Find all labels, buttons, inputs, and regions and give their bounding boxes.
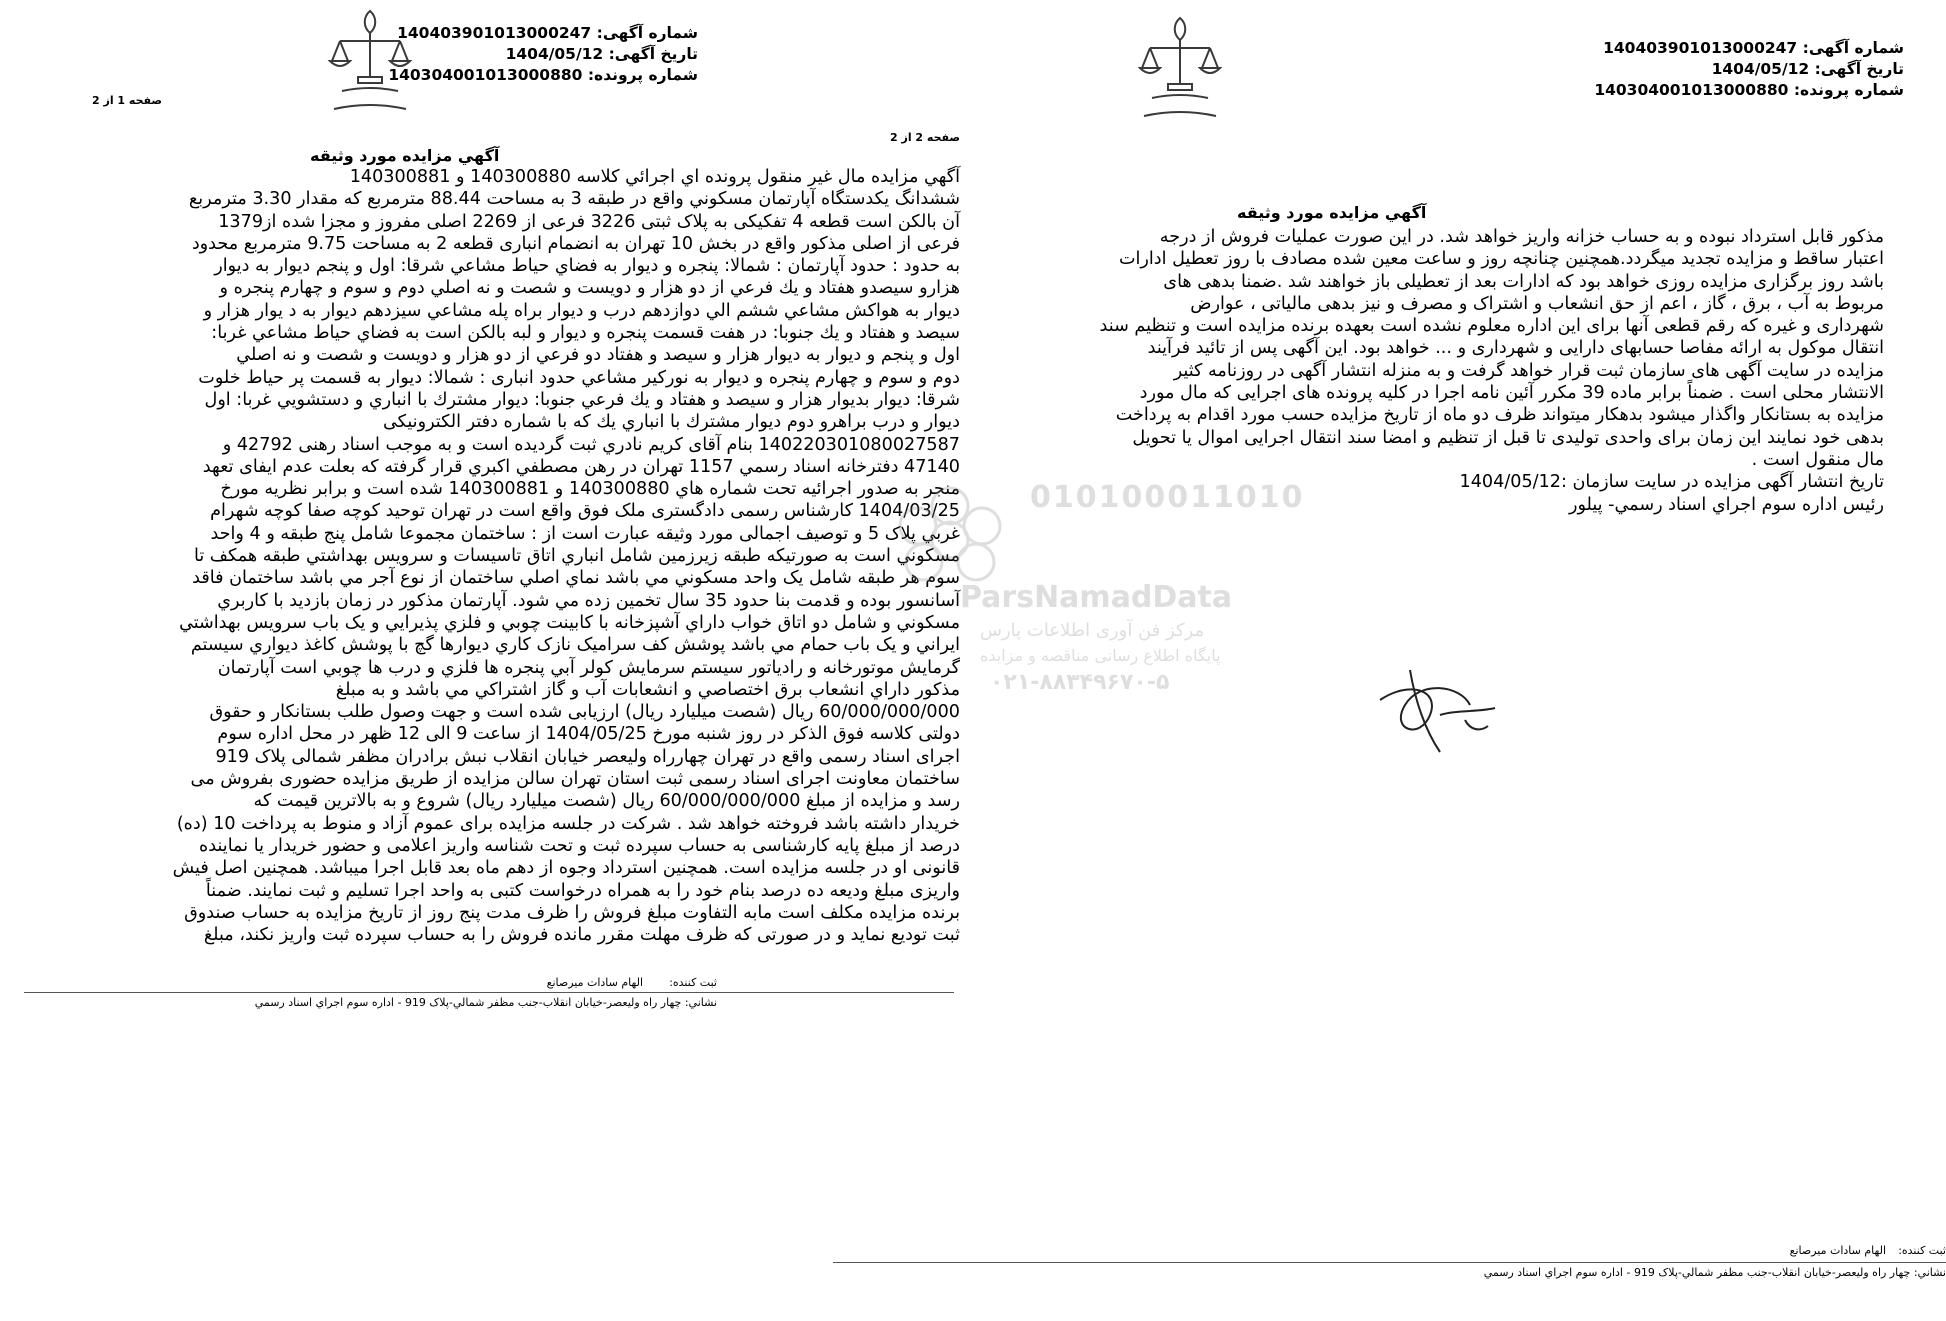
body-line: ديوار به هواكش مشاعي ششم الي دوازدهم درب و ديوار براه پله مشاعي سيزدهم ديوار به د يوار هزار و bbox=[203, 300, 960, 321]
body-line: دوم و سوم و چهارم پنجره و ديوار به نوركير مشاعي حدود انباری : شمالا: ديوار به قسمت پر حياط خلوت bbox=[198, 367, 960, 388]
body-line: گرمايش موتورخانه و رادياتور سيستم سرمايش كولر آبي پنجره ها فلزي و درب ها چوبي است آپارتمان bbox=[217, 657, 960, 678]
judiciary-emblem-icon bbox=[1130, 12, 1230, 132]
notice-body bbox=[801, 226, 1884, 516]
body-line: 60/000/000/000 ريال (شصت ميليارد ريال) ارزيابی شده است و جهت وصول طلب بستانكار و حقوق bbox=[209, 702, 960, 723]
body-line: آسانسور بوده و قدمت بنا حدود 35 سال تخمين زده مي شود. آپارتمان مذكور در زمان بازديد با كاربري bbox=[217, 590, 960, 611]
notice-date: تاریخ آگهی: 1404/05/12 bbox=[1711, 60, 1904, 78]
body-line: منجر به صدور اجرائيه تحت شماره هاي 140300880 و 140300881 شده است و برابر نظريه مورخ bbox=[220, 479, 960, 500]
left-header-meta bbox=[388, 23, 698, 86]
body-line: غربي پلاک 5 و توصيف اجمالی مورد وثيقه عبارت است از : ساختمان مجموعا شامل پنج طبقه و 4 واحد bbox=[210, 523, 960, 544]
page-number: صفحه 1 از 2 bbox=[92, 94, 163, 107]
page-title: آگهي مزايده مورد وثيقه bbox=[310, 146, 500, 165]
body-line: سيصد و هفتاد و يك جنوبا: در هفت قسمت پنجره و ديوار و لبه بالكن است به فضاي حياط مشاعي غربا: bbox=[211, 323, 960, 344]
body-line: مذكور داراي انشعاب برق اختصاصي و انشعابات آب و گاز اشتراكي مي باشد و به مبلغ bbox=[335, 679, 960, 700]
body-line: هزارو سيصدو هفتاد و يك فرعي از دو هزار و دويست و شصت و نه اصلي دوم و سوم و چهارم پنجره و bbox=[219, 278, 960, 299]
body-line: اول و پنجم و ديوار به ديوار هزار و سيصد و هفتاد دو فرعي از دو هزار و دويست و شصت و نه اصلي bbox=[236, 345, 960, 366]
body-line: شهرداری و غيره كه رقم قطعی آنها برای اين اداره معلوم نشده است بعهده برنده مزايده است و تنظيم سند bbox=[1099, 316, 1884, 337]
watermark-line2: پایگاه اطلاع رسانی مناقصه و مزایده bbox=[980, 646, 1221, 665]
body-line: به حدود : حدود آپارتمان : شمالا: پنجره و ديوار به فضاي حياط مشاعي شرقا: اول و پنجم ديوار به ديوار bbox=[214, 256, 960, 277]
registrar-name: الهام سادات ميرصانع bbox=[1789, 1244, 1886, 1257]
footer-divider bbox=[833, 1262, 1946, 1263]
registrar-label: ثبت كننده: bbox=[1898, 1244, 1946, 1257]
publish-date-line: تاريخ انتشار آگهی مزايده در سايت سازمان :1404/05/12 bbox=[1459, 472, 1884, 493]
registrar-name: الهام سادات ميرصانع bbox=[546, 976, 643, 989]
registrar-label: ثبت كننده: bbox=[669, 976, 717, 989]
body-line: سوم هر طبقه شامل يک واحد مسكوني مي باشد نماي اصلي ساختمان از نوع آجر مي باشد ساختمان فاقد bbox=[192, 568, 960, 589]
body-line: باشد روز برگزاری مزايده روزی خواهد بود كه ادارات بعد از تعطيلی باز خواهند شد .ضمنا بدهی های bbox=[1163, 271, 1884, 292]
body-line: مزايده در سايت آگهی های سازمان ثبت قرار خواهد گرفت و به منزله انتشار آگهی در روزنامه كثير bbox=[1173, 360, 1884, 381]
page-title: آگهي مزايده مورد وثيقه bbox=[1237, 203, 1427, 222]
footer-divider bbox=[24, 992, 954, 993]
page-number: صفحه 2 از 2 bbox=[890, 131, 961, 144]
body-line: شرقا: ديوار بديوار هزار و سيصد و هفتاد و يك فرعي جنوبا: ديوار مشترك با انباري و دستشويي غربا: اول bbox=[204, 389, 960, 410]
footer-address: نشاني: چهار راه وليعصر-خيابان انقلاب-جنب مظفر شمالي-پلاک 919 - اداره سوم اجراي اسناد رسمي bbox=[1483, 1266, 1946, 1279]
body-line: مزايده به بستانكار واگذار ميشود بدهكار ميتواند ظرف دو ماه از تاريخ مزايده حسب مورد اقدام به پرداخت bbox=[1115, 405, 1884, 426]
body-line: خريدار داشته باشد فروخته خواهد شد . شركت در جلسه مزايده برای عموم آزاد و منوط به پرداخت 10 (ده) bbox=[176, 813, 960, 834]
body-line: ساختمان معاونت اجرای اسناد رسمی ثبت استان تهران سالن مزايده از طريق مزايده حضوری بفروش می bbox=[190, 769, 960, 790]
body-line: مذكور قابل استرداد نبوده و به حساب خزانه واريز خواهد شد. در اين صورت عمليات فروش از درجه bbox=[1159, 227, 1884, 247]
body-line: انتقال موكول به ارائه مفاصا حسابهای دارايی و شهرداری و ... خواهد بود. اين آگهی پس از تائيد فرآيند bbox=[1147, 338, 1884, 359]
body-line: برنده مزايده مكلف است مابه التفاوت مبلغ فروش را ظرف مدت پنج روز از تاريخ مزايده به حساب صندوق bbox=[184, 902, 960, 923]
body-line: آگهي مزايده مال غير منقول پرونده اي اجرائي كلاسه 140300880 و 140300881 bbox=[349, 167, 960, 187]
body-line: مربوط به آب ، برق ، گاز ، اعم از حق انشعاب و اشتراک و مصرف و نيز بدهی مالياتی ، عوارض bbox=[1190, 293, 1884, 314]
body-line: واريزی مبلغ وديعه ده درصد بنام خود را به همراه درخواست كتبی به واحد اجرا تسليم و ثبت نمايند. ضمناً bbox=[205, 880, 960, 901]
footer-address: نشاني: چهار راه وليعصر-خيابان انقلاب-جنب مظفر شمالي-پلاک 919 - اداره سوم اجراي اسناد رسمي bbox=[254, 996, 717, 1009]
body-line: ثبت توديع نمايد و در صورتی كه ظرف مهلت مقرر مانده فروش را به حساب سپرده ثبت واريز نكند، مبلغ bbox=[203, 925, 960, 946]
body-line: اجرای اسناد رسمی واقع در تهران چهارراه وليعصر خيابان انقلاب نبش برادران مظفر شمالی پلاک 919 bbox=[215, 746, 960, 767]
watermark-binary: 010100011010 bbox=[1030, 480, 1305, 515]
body-line: 140220301080027587 بنام آقای كريم نادري ثبت گرديده است و به موجب اسناد رهنی 42792 و bbox=[222, 434, 960, 455]
body-line: ديوار و درب براهرو دوم ديوار مشترك با انباري يك كه با شماره دفتر الكترونيكی bbox=[382, 412, 960, 433]
notice-date: تاریخ آگهی: 1404/05/12 bbox=[505, 45, 698, 63]
watermark-brand: ParsNamadData bbox=[960, 580, 1233, 615]
signer-line: رئيس اداره سوم اجراي اسناد رسمي- پيلور bbox=[1568, 494, 1884, 515]
body-line: اعتبار ساقط و مزايده تجديد ميگردد.همچنين چنانچه روز و ساعت معين شده مصادف با روز تعطيل ادارات bbox=[1118, 249, 1884, 270]
signature bbox=[1370, 660, 1500, 760]
watermark-phone: ۰۲۱-۸۸۳۴۹۶۷۰-۵ bbox=[990, 670, 1170, 695]
body-line: ايراني و يک باب حمام مي باشد پوشش كف سراميک نازک كاري ديوارها گچ با پوشش كاغذ ديواري سيستم bbox=[190, 635, 960, 656]
body-line: آن بالكن است قطعه 4 تفكيكی به پلاک ثبتی 3226 فرعی از 2269 اصلی مفروز و مجزا شده از1379 bbox=[218, 211, 960, 232]
body-line: رسد و مزايده از مبلغ 60/000/000/000 ريال (شصت ميليارد ريال) شروع و به بالاترين قيمت كه bbox=[253, 791, 960, 812]
body-line: بدهی خود نمايند اين زمان برای واحدی توليدی تا قبل از تنظيم و امضا سند انتقال اجرايی اموال يا تحويل bbox=[1132, 427, 1884, 448]
body-line: مسكوني و شامل دو اتاق خواب داراي آشپزخانه با كابينت چوبي و فلزي پذيرايي و يک باب سرويس بهداشتي bbox=[179, 612, 960, 633]
body-line: ششدانگ يكدستگاه آپارتمان مسكوني واقع در طبقه 3 به مساحت 88.44 مترمربع كه مقدار 3.30 مترمربع bbox=[188, 189, 960, 210]
body-line: الانتشار محلی است . ضمناً برابر ماده 39 مكرر آئين نامه اجرا در كليه پرونده های اجرايی كه مال مورد bbox=[1139, 383, 1884, 404]
right-header-meta bbox=[1594, 38, 1904, 101]
body-line: فرعی از اصلی مذكور واقع در بخش 10 تهران به انضمام انباری قطعه 2 به مساحت 9.75 مترمربع محدود bbox=[191, 233, 960, 254]
notice-number: شماره آگهی: 140403901013000247 bbox=[397, 24, 698, 42]
notice-number: شماره آگهی: 140403901013000247 bbox=[1603, 39, 1904, 57]
body-line: 1404/03/25 كارشناس رسمی دادگستری ملک فوق واقع است در تهران توحيد كوچه صفا كوچه شهرام bbox=[210, 501, 960, 522]
body-line: 47140 دفترخانه اسناد رسمي 1157 تهران در رهن مصطفي اكبري قرار گرفته كه بعلت عدم ايفای تعهد bbox=[202, 456, 960, 477]
body-line: مال منقول است . bbox=[1751, 449, 1884, 470]
watermark-line1: مرکز فن آوری اطلاعات پارس bbox=[980, 620, 1205, 641]
body-line: دولتی كلاسه فوق الذكر در روز شنبه مورخ 1404/05/25 از ساعت 9 الی 12 ظهر در محل اداره سوم bbox=[217, 724, 960, 745]
body-line: قانونی او در جلسه مزايده است. همچنين استرداد وجوه از دهم ماه بعد قابل اجرا ميباشد. همچنين اصل فيش bbox=[172, 858, 960, 879]
case-number: شماره پرونده: 140304001013000880 bbox=[1594, 81, 1904, 99]
body-line: مسكوني است به صورتيكه طبقه زيرزمين شامل انباري اتاق تاسيسات و سرويس بهداشتي طبقه همكف تا bbox=[193, 546, 960, 567]
body-line: درصد از مبلغ پايه كارشناسی به حساب سپرده ثبت و تحت شناسه واريز اعلامی و حضور خريدار يا نماينده bbox=[199, 835, 960, 856]
case-number: شماره پرونده: 140304001013000880 bbox=[388, 66, 698, 84]
